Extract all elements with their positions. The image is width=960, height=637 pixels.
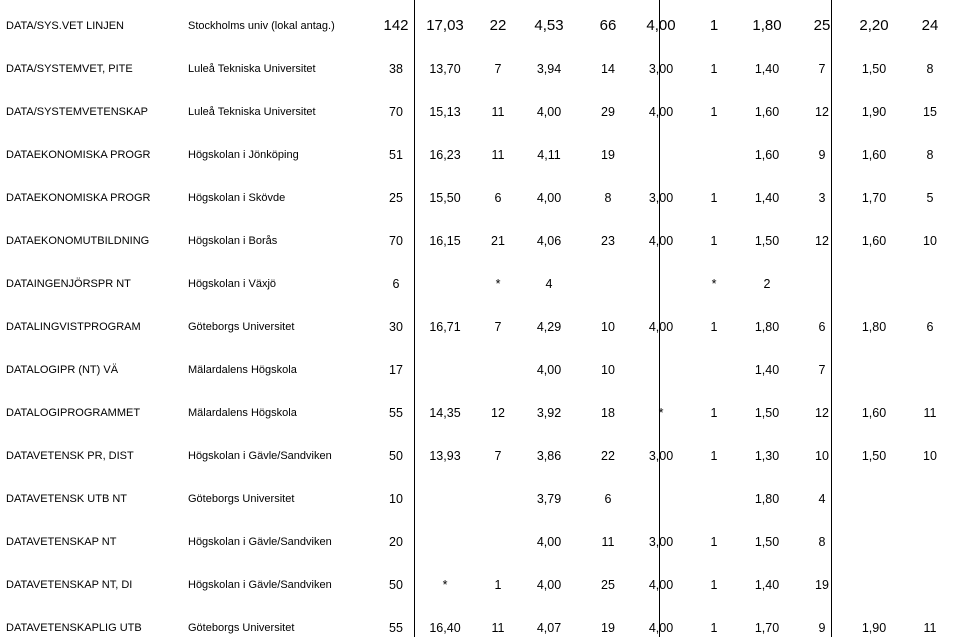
school-name: Högskolan i Växjö xyxy=(188,278,277,290)
value-cell: 50 xyxy=(389,449,403,463)
table-row xyxy=(0,491,960,507)
value-cell: 4,00 xyxy=(648,578,674,592)
program-name: DATA/SYSTEMVETENSKAP xyxy=(6,106,149,118)
school-name: Högskolan i Jönköping xyxy=(188,149,299,161)
program-name: DATALOGIPR (NT) VÄ xyxy=(6,364,119,376)
value-cell: 3,92 xyxy=(536,406,562,420)
value-cell: 25 xyxy=(813,17,831,34)
value-cell: 4,11 xyxy=(537,148,561,162)
value-cell: 1 xyxy=(710,535,718,549)
table-row xyxy=(0,233,960,249)
value-cell: 1 xyxy=(710,320,718,334)
value-cell: 14 xyxy=(601,62,615,76)
value-cell: 66 xyxy=(599,17,617,34)
value-cell: 1,50 xyxy=(861,449,887,463)
value-cell: 1 xyxy=(710,406,718,420)
value-cell: 4,53 xyxy=(534,17,564,34)
value-cell: 1 xyxy=(709,17,719,34)
table-row xyxy=(0,577,960,593)
table-row xyxy=(0,534,960,550)
value-cell: 1,70 xyxy=(861,191,887,205)
value-cell: 13,93 xyxy=(429,449,461,463)
value-cell: 13,70 xyxy=(429,62,461,76)
value-cell: 1,60 xyxy=(861,148,887,162)
value-cell: 4,00 xyxy=(536,535,562,549)
school-name: Göteborgs Universitet xyxy=(188,493,295,505)
value-cell: 38 xyxy=(389,62,403,76)
program-name: DATAEKONOMUTBILDNING xyxy=(6,235,150,247)
value-cell: 16,23 xyxy=(429,148,461,162)
value-cell: 1,40 xyxy=(754,578,780,592)
value-cell: 11 xyxy=(491,148,505,162)
school-name: Högskolan i Skövde xyxy=(188,192,286,204)
value-cell: 4,00 xyxy=(648,105,674,119)
value-cell: 1 xyxy=(710,62,718,76)
value-cell: 4,00 xyxy=(536,105,562,119)
value-cell: 1,60 xyxy=(754,148,780,162)
value-cell: 22 xyxy=(489,17,507,34)
value-cell: 19 xyxy=(601,621,615,635)
school-name: Högskolan i Gävle/Sandviken xyxy=(188,450,332,462)
value-cell: 8 xyxy=(926,62,934,76)
value-cell: 4,00 xyxy=(646,17,676,34)
value-cell: 70 xyxy=(389,105,403,119)
value-cell: 19 xyxy=(601,148,615,162)
value-cell: 1 xyxy=(710,105,718,119)
value-cell: 1,60 xyxy=(861,406,887,420)
value-cell: 21 xyxy=(491,234,505,248)
value-cell: 10 xyxy=(601,363,615,377)
value-cell: 15 xyxy=(923,105,937,119)
value-cell: 1,70 xyxy=(754,621,780,635)
table-row xyxy=(0,276,960,292)
value-cell: 11 xyxy=(491,105,505,119)
value-cell: 4,07 xyxy=(536,621,562,635)
value-cell: 1,30 xyxy=(754,449,780,463)
value-cell: 4,00 xyxy=(536,191,562,205)
school-name: Luleå Tekniska Universitet xyxy=(188,63,316,75)
value-cell: 6 xyxy=(926,320,934,334)
value-cell: 1 xyxy=(710,191,718,205)
value-cell: 1,90 xyxy=(861,621,887,635)
program-name: DATA/SYSTEMVET, PITE xyxy=(6,63,133,75)
value-cell: 12 xyxy=(815,406,829,420)
value-cell: 1 xyxy=(710,578,718,592)
value-cell: 16,71 xyxy=(429,320,461,334)
value-cell: 4,00 xyxy=(536,578,562,592)
value-cell: 6 xyxy=(392,277,400,291)
table-row xyxy=(0,448,960,464)
table-row xyxy=(0,18,960,34)
table-row xyxy=(0,620,960,636)
value-cell: 7 xyxy=(818,62,826,76)
value-cell: 10 xyxy=(601,320,615,334)
value-cell: 6 xyxy=(604,492,612,506)
value-cell: * xyxy=(711,277,717,291)
value-cell: * xyxy=(495,277,501,291)
program-name: DATAVETENSKAP NT xyxy=(6,536,117,548)
value-cell: 1,80 xyxy=(861,320,887,334)
value-cell: 1,40 xyxy=(754,191,780,205)
value-cell: 24 xyxy=(921,17,939,34)
school-name: Göteborgs Universitet xyxy=(188,622,295,634)
value-cell: * xyxy=(442,578,448,592)
value-cell: 4,00 xyxy=(648,320,674,334)
value-cell: 12 xyxy=(815,234,829,248)
value-cell: 15,50 xyxy=(429,191,461,205)
value-cell: 1,50 xyxy=(754,406,780,420)
value-cell: 25 xyxy=(389,191,403,205)
value-cell: 4,29 xyxy=(536,320,562,334)
value-cell: 4,00 xyxy=(536,363,562,377)
value-cell: 11 xyxy=(923,406,937,420)
value-cell: 11 xyxy=(601,535,615,549)
value-cell: 7 xyxy=(494,449,502,463)
value-cell: 18 xyxy=(601,406,615,420)
value-cell: 1,80 xyxy=(752,17,782,34)
program-name: DATAVETENSK UTB NT xyxy=(6,493,128,505)
school-name: Högskolan i Gävle/Sandviken xyxy=(188,536,332,548)
value-cell: 55 xyxy=(389,621,403,635)
value-cell: 2,20 xyxy=(859,17,889,34)
value-cell: 19 xyxy=(815,578,829,592)
value-cell: 55 xyxy=(389,406,403,420)
value-cell: 22 xyxy=(601,449,615,463)
value-cell: 3,86 xyxy=(536,449,562,463)
program-name: DATA/SYS.VET LINJEN xyxy=(6,20,124,32)
value-cell: 3,00 xyxy=(648,191,674,205)
table-row xyxy=(0,61,960,77)
value-cell: 7 xyxy=(818,363,826,377)
value-cell: 1 xyxy=(494,578,502,592)
value-cell: 23 xyxy=(601,234,615,248)
value-cell: 16,15 xyxy=(429,234,461,248)
value-cell: 4,00 xyxy=(648,234,674,248)
program-name: DATAVETENSK PR, DIST xyxy=(6,450,134,462)
value-cell: 3,00 xyxy=(648,62,674,76)
program-name: DATAVETENSKAPLIG UTB xyxy=(6,622,142,634)
program-name: DATALOGIPROGRAMMET xyxy=(6,407,141,419)
program-name: DATAINGENJÖRSPR NT xyxy=(6,278,131,290)
value-cell: 15,13 xyxy=(429,105,461,119)
value-cell: 1,60 xyxy=(754,105,780,119)
value-cell: 14,35 xyxy=(429,406,461,420)
program-name: DATAEKONOMISKA PROGR xyxy=(6,149,151,161)
value-cell: 142 xyxy=(383,17,409,34)
value-cell: 1,60 xyxy=(861,234,887,248)
value-cell: 1 xyxy=(710,621,718,635)
school-name: Mälardalens Högskola xyxy=(188,407,297,419)
value-cell: 12 xyxy=(815,105,829,119)
value-cell: 4 xyxy=(545,277,553,291)
value-cell: 3,00 xyxy=(648,449,674,463)
value-cell: 4,00 xyxy=(648,621,674,635)
value-cell: 4,06 xyxy=(536,234,562,248)
value-cell: 10 xyxy=(923,234,937,248)
school-name: Mälardalens Högskola xyxy=(188,364,297,376)
value-cell: 3,94 xyxy=(536,62,562,76)
value-cell: 1,80 xyxy=(754,320,780,334)
value-cell: 17,03 xyxy=(426,17,464,34)
program-name: DATALINGVISTPROGRAM xyxy=(6,321,141,333)
school-name: Högskolan i Borås xyxy=(188,235,278,247)
value-cell: 8 xyxy=(818,535,826,549)
table-row xyxy=(0,147,960,163)
value-cell: 5 xyxy=(926,191,934,205)
value-cell: 1,40 xyxy=(754,62,780,76)
value-cell: 1,90 xyxy=(861,105,887,119)
value-cell: 1,50 xyxy=(754,535,780,549)
program-name: DATAVETENSKAP NT, DI xyxy=(6,579,133,591)
value-cell: 9 xyxy=(818,148,826,162)
value-cell: 6 xyxy=(818,320,826,334)
value-cell: 16,40 xyxy=(429,621,461,635)
value-cell: 29 xyxy=(601,105,615,119)
value-cell: 8 xyxy=(604,191,612,205)
value-cell: 70 xyxy=(389,234,403,248)
value-cell: 2 xyxy=(763,277,771,291)
value-cell: 20 xyxy=(389,535,403,549)
value-cell: 10 xyxy=(923,449,937,463)
value-cell: 3,00 xyxy=(648,535,674,549)
value-cell: 1,80 xyxy=(754,492,780,506)
value-cell: 50 xyxy=(389,578,403,592)
value-cell: 6 xyxy=(494,191,502,205)
value-cell: 11 xyxy=(491,621,505,635)
value-cell: 10 xyxy=(815,449,829,463)
program-name: DATAEKONOMISKA PROGR xyxy=(6,192,151,204)
value-cell: 7 xyxy=(494,320,502,334)
value-cell: 30 xyxy=(389,320,403,334)
value-cell: 11 xyxy=(923,621,937,635)
school-name: Högskolan i Gävle/Sandviken xyxy=(188,579,332,591)
school-name: Göteborgs Universitet xyxy=(188,321,295,333)
table-row xyxy=(0,319,960,335)
value-cell: 1 xyxy=(710,449,718,463)
value-cell: 7 xyxy=(494,62,502,76)
value-cell: 4 xyxy=(818,492,826,506)
value-cell: 8 xyxy=(926,148,934,162)
value-cell: 3 xyxy=(818,191,826,205)
value-cell: 25 xyxy=(601,578,615,592)
table-row xyxy=(0,362,960,378)
table-row xyxy=(0,104,960,120)
value-cell: 12 xyxy=(491,406,505,420)
value-cell: 9 xyxy=(818,621,826,635)
value-cell: 10 xyxy=(389,492,403,506)
value-cell: 3,79 xyxy=(536,492,562,506)
value-cell: 1 xyxy=(710,234,718,248)
value-cell: 51 xyxy=(389,148,403,162)
table-row xyxy=(0,190,960,206)
school-name: Luleå Tekniska Universitet xyxy=(188,106,316,118)
value-cell: 1,50 xyxy=(861,62,887,76)
value-cell: 17 xyxy=(389,363,403,377)
value-cell: 1,40 xyxy=(754,363,780,377)
table-row xyxy=(0,405,960,421)
value-cell: * xyxy=(658,406,664,420)
school-name: Stockholms univ (lokal antag.) xyxy=(188,20,335,32)
value-cell: 1,50 xyxy=(754,234,780,248)
